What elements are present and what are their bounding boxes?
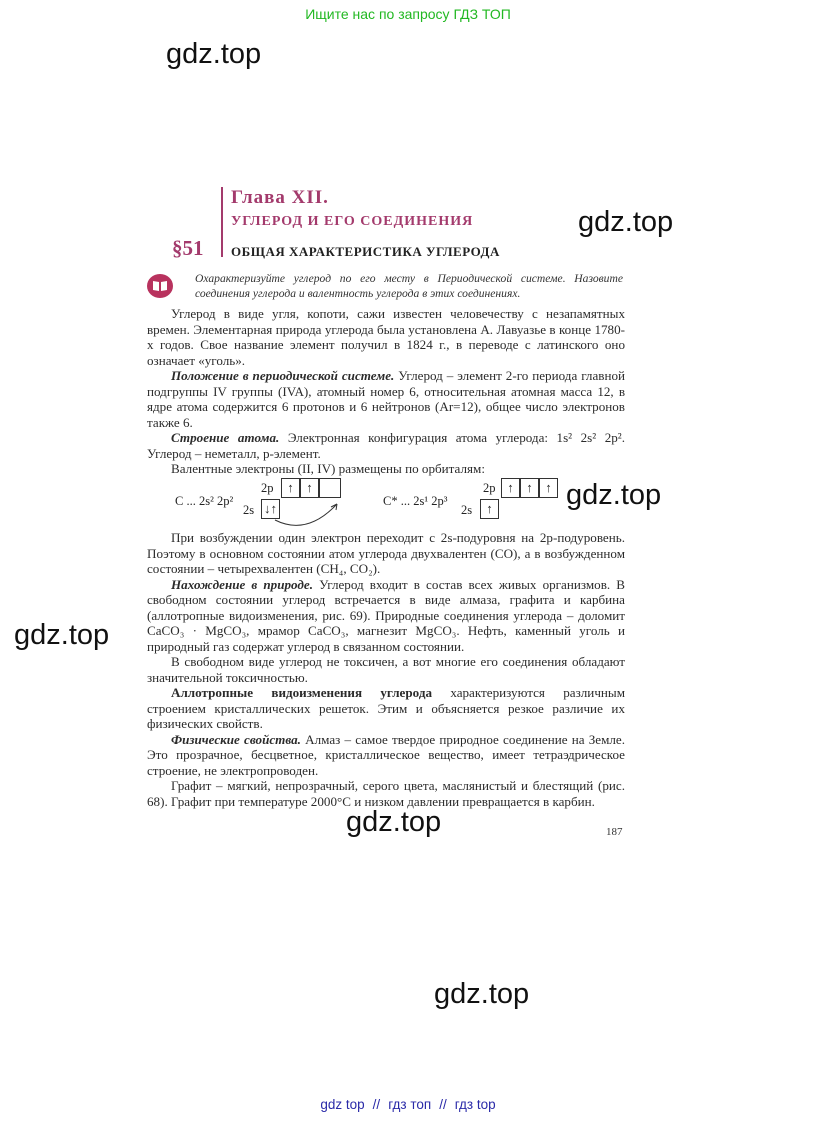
excited-config-label: С* ... 2s¹ 2p³ xyxy=(383,494,448,508)
paragraph: Графит – мягкий, непрозрачный, серого цвета, маслянистый и блестящий (рис. 68). Графит при температуре 2000°С и низком давлении превращается в карбин. xyxy=(147,778,625,809)
section-number: §51 xyxy=(172,236,204,260)
transition-arrow xyxy=(267,500,347,528)
paragraph-text: Электронная конфигурация атома углерода: 1s² 2s² 2p². Углерод – неметалл, p-элемент. xyxy=(147,430,626,461)
paragraph-text: Углерод – элемент 2-го периода главной подгруппы IV группы (IVA), атомный номер 6, относительная атомная масса 12, в ядре атома содержится 6 протонов и 6 нейтронов (Ar=12), общее число электронов также 6. xyxy=(147,368,626,430)
p-sublevel-label: 2p xyxy=(261,481,274,495)
paragraph: При возбуждении один электрон переходит с 2s-подуровня на 2p-подуровень. Поэтому в основном состоянии атом углерода двухвалентен (CO), а в возбужденном состоянии – четырехвалентен (CH₄, CO₂). xyxy=(147,530,625,576)
orbital-cell: ↑ xyxy=(501,478,520,498)
bottom-link[interactable]: гдз топ xyxy=(388,1097,432,1112)
orbital-cell: ↑ xyxy=(300,478,319,498)
section-title: ОБЩАЯ ХАРАКТЕРИСТИКА УГЛЕРОДА xyxy=(231,244,500,259)
paragraph-lead: Положение в периодической системе. xyxy=(171,368,395,383)
orbital-cell: ↑ xyxy=(520,478,539,498)
orbital-cell: ↓↑ xyxy=(261,499,280,519)
book-icon xyxy=(147,274,173,298)
page-number: 187 xyxy=(606,826,623,838)
s-sublevel-label: 2s xyxy=(243,503,255,517)
paragraph-lead: Физические свойства. xyxy=(171,731,301,747)
bottom-link[interactable]: гдз top xyxy=(454,1097,496,1112)
ground-config-label: С ... 2s² 2p² xyxy=(175,494,234,508)
paragraph xyxy=(147,368,625,430)
body-block-2 xyxy=(147,530,625,809)
top-search-link[interactable]: Ищите нас по запросу ГДЗ ТОП xyxy=(305,6,511,22)
watermark: gdz.top xyxy=(346,806,442,838)
paragraph-text: характеризуются различным строением кристаллических решеток. Этим и объясняется резкое различие их физических свойств. xyxy=(147,685,625,731)
bottom-link[interactable]: gdz top xyxy=(320,1097,365,1112)
orbital-cell: ↑ xyxy=(539,478,558,498)
chapter-label: Глава XII. xyxy=(231,187,329,208)
paragraph: Валентные электроны (II, IV) размещены по орбиталям: xyxy=(171,461,485,476)
orbital-cell xyxy=(319,478,341,498)
paragraph-lead: Нахождение в природе. xyxy=(171,576,314,592)
paragraph xyxy=(147,577,625,655)
watermark: gdz.top xyxy=(566,479,662,511)
link-separator: // xyxy=(439,1097,447,1112)
bottom-links xyxy=(0,1097,816,1112)
body-block-1 xyxy=(147,306,625,477)
orbital-cell: ↑ xyxy=(480,499,499,519)
orbital-cell: ↑ xyxy=(281,478,300,498)
paragraph xyxy=(147,430,625,461)
watermark: gdz.top xyxy=(14,619,110,651)
paragraph xyxy=(147,732,625,779)
orbital-diagram xyxy=(147,474,625,526)
s-sublevel-label: 2s xyxy=(461,503,473,517)
watermark: gdz.top xyxy=(166,38,262,70)
watermark: gdz.top xyxy=(434,978,530,1010)
p-sublevel-label: 2p xyxy=(483,481,496,495)
paragraph-lead: Аллотропные видоизменения углерода xyxy=(171,685,432,700)
paragraph: Углерод в виде угля, копоти, сажи известен человечеству с незапамятных времен. Элементарная природа углерода была установлена А. Лавуазье в конце 1780-х годов. Свое название элемент получил в 1824 г., в переводе с латинского оно означает «уголь». xyxy=(147,306,625,368)
chapter-divider xyxy=(221,187,223,257)
paragraph-text: Алмаз – самое твердое природное соединение на Земле. Это прозрачное, бесцветное, кристаллическое вещество, имеет тетраэдрическое строение, не электропроводен. xyxy=(147,731,626,778)
intro-question: Охарактеризуйте углерод по его месту в Периодической системе. Назовите соединения углерода и валентность углерода в этих соединениях. xyxy=(195,272,623,300)
watermark: gdz.top xyxy=(578,206,674,238)
paragraph xyxy=(147,685,625,732)
paragraph: В свободном виде углерод не токсичен, а вот многие его соединения обладают значительной токсичностью. xyxy=(147,654,625,685)
link-separator: // xyxy=(372,1097,381,1112)
paragraph-text: Углерод входит в состав всех живых организмов. В свободном состоянии углерод встречается в виде алмаза, графита и карбина (аллотропные видоизменения, рис. 69). Природные соединения углерода – доломит CaCO₃ · MgCO₃, мрамор CaCO₃, магнезит MgCO₃. Нефть, каменный уголь и природный газ содержат углерод в связанном состоянии. xyxy=(147,576,625,654)
paragraph-lead: Строение атома. xyxy=(171,430,280,445)
chapter-title: УГЛЕРОД И ЕГО СОЕДИНЕНИЯ xyxy=(231,214,474,229)
